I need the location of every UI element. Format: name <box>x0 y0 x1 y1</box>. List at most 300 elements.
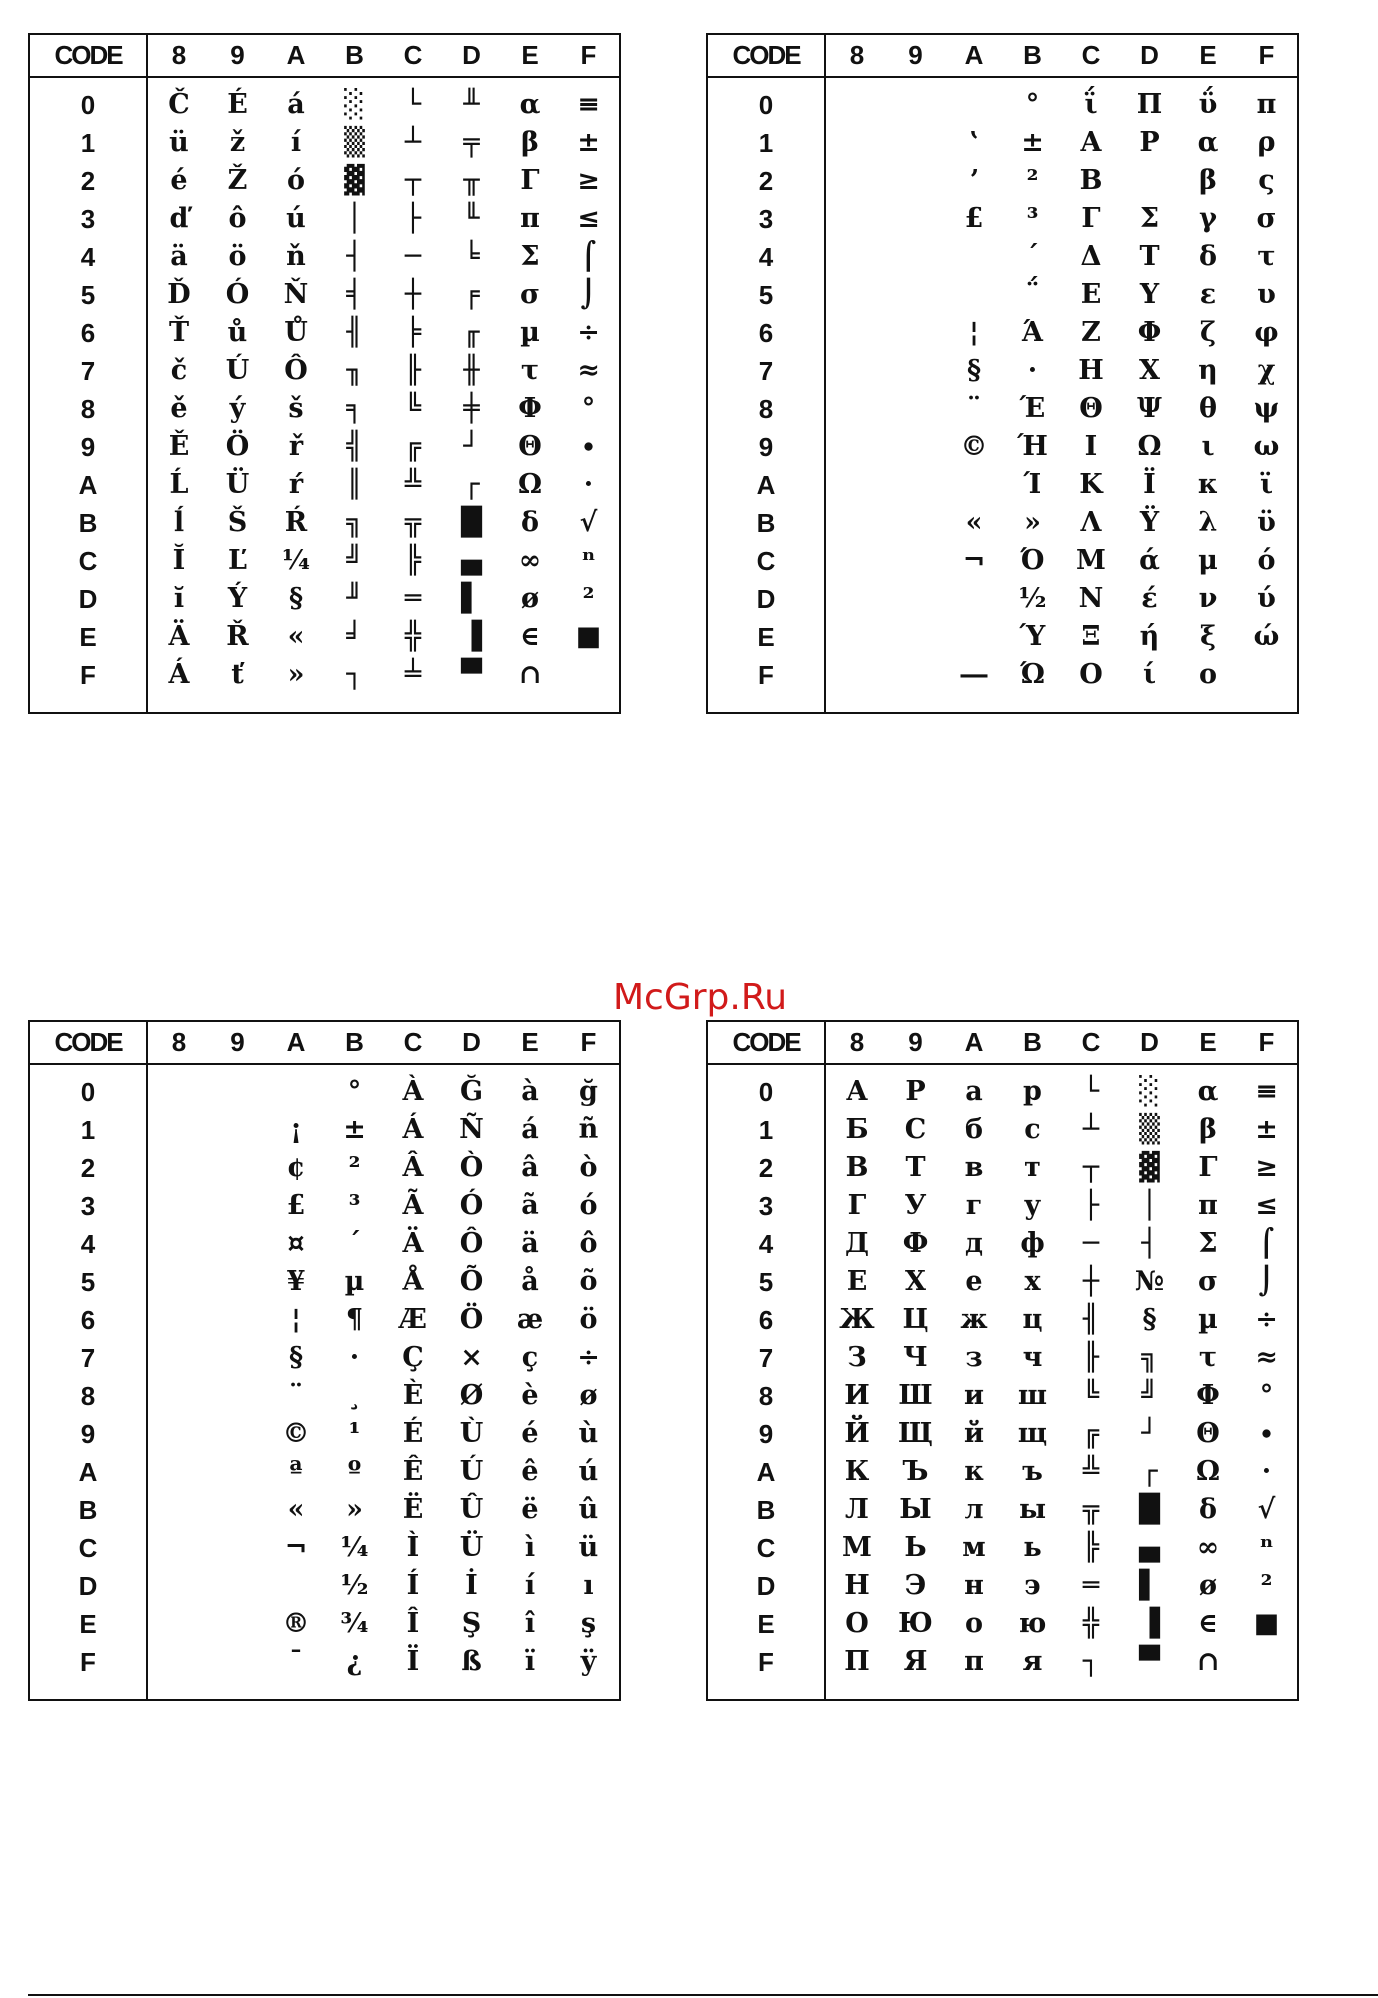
char-cell: ο <box>1198 659 1217 690</box>
table-row <box>708 1643 1297 1681</box>
char-cell: Д <box>844 1228 869 1259</box>
char-cell: § <box>966 355 982 386</box>
char-cell: ┬ <box>1082 1152 1100 1183</box>
char-cell: Á <box>402 1114 424 1145</box>
char-cell: Î <box>406 1608 420 1639</box>
table-row <box>708 86 1297 124</box>
char-cell: Ч <box>903 1342 928 1373</box>
column-header: B <box>1023 1027 1042 1057</box>
table-row <box>30 1149 619 1187</box>
char-cell: Η <box>1078 355 1104 386</box>
char-cell: β <box>521 127 539 158</box>
char-cell: ψ <box>1253 393 1280 424</box>
char-cell: ⌡ <box>580 279 597 310</box>
row-label: 6 <box>758 318 774 348</box>
char-cell: ΄ <box>1025 241 1040 272</box>
table-row <box>708 1605 1297 1643</box>
table-row <box>708 580 1297 618</box>
char-cell: Θ <box>518 431 542 462</box>
char-cell: ή <box>1139 621 1160 652</box>
char-cell: ¿ <box>346 1646 363 1677</box>
char-cell: Υ <box>1139 279 1160 310</box>
char-cell: ö <box>228 241 247 272</box>
char-cell: Ο <box>1079 659 1103 690</box>
char-cell: © <box>960 431 988 462</box>
char-cell: λ <box>1198 507 1218 538</box>
row-label: C <box>78 1533 98 1563</box>
char-cell: к <box>964 1456 984 1487</box>
char-cell: Ä <box>168 621 190 652</box>
char-cell: ⌡ <box>1258 1266 1275 1297</box>
table-row <box>708 504 1297 542</box>
char-cell: é <box>521 1418 539 1449</box>
char-cell: Å <box>402 1266 424 1297</box>
table-row <box>30 1491 619 1529</box>
char-cell <box>209 1453 267 1491</box>
char-cell: ď <box>169 203 189 234</box>
table-row <box>30 276 619 314</box>
char-cell: д <box>965 1228 983 1259</box>
char-cell: Λ <box>1080 507 1102 538</box>
char-cell: Щ <box>898 1418 933 1449</box>
table-row <box>30 1111 619 1149</box>
char-cell: ∞ <box>1196 1532 1220 1563</box>
char-cell: ž <box>229 127 246 158</box>
char-cell: ª <box>289 1456 303 1487</box>
char-cell: Ô <box>284 355 308 386</box>
char-cell: Б <box>845 1114 869 1145</box>
char-cell: ë <box>521 1494 539 1525</box>
row-label: F <box>758 660 774 690</box>
table-body <box>708 78 1297 712</box>
char-cell <box>150 1415 208 1453</box>
table-row <box>30 1225 619 1263</box>
char-cell: ï <box>524 1646 536 1677</box>
char-cell: ° <box>581 393 596 424</box>
table-row <box>708 352 1297 390</box>
char-cell: Χ <box>1139 355 1160 386</box>
char-cell: │ <box>346 203 363 234</box>
row-label: 3 <box>80 1191 96 1221</box>
char-cell: ù <box>578 1418 599 1449</box>
char-cell: ä <box>170 241 188 272</box>
char-cell <box>150 1491 208 1529</box>
char-cell: ° <box>1259 1380 1274 1411</box>
char-cell: Ğ <box>459 1076 484 1107</box>
char-cell: Α <box>1080 127 1102 158</box>
char-cell <box>209 1491 267 1529</box>
char-cell: Ъ <box>902 1456 929 1487</box>
row-label: D <box>78 584 98 614</box>
char-cell: Õ <box>459 1266 484 1297</box>
char-cell <box>828 542 886 580</box>
char-cell: ╘ <box>463 241 480 272</box>
table-row <box>30 390 619 428</box>
column-header: D <box>462 40 481 70</box>
char-cell: ť <box>231 659 244 690</box>
char-cell: í <box>524 1570 536 1601</box>
char-cell: ╝ <box>346 545 363 576</box>
char-cell: » <box>1024 507 1041 538</box>
char-cell: Í <box>406 1570 420 1601</box>
char-cell: ς <box>1258 165 1275 196</box>
char-cell: ± <box>577 127 600 158</box>
char-cell: ∈ <box>520 621 540 652</box>
column-header: A <box>286 40 306 70</box>
table-row <box>708 200 1297 238</box>
row-label: 8 <box>758 1381 774 1411</box>
char-cell: ² <box>348 1152 361 1183</box>
char-cell <box>887 238 945 276</box>
char-cell <box>150 1453 208 1491</box>
char-cell <box>887 504 945 542</box>
char-cell: ΅ <box>1025 279 1040 310</box>
char-cell: ⁿ <box>1259 1532 1274 1563</box>
char-cell: š <box>288 393 304 424</box>
char-cell: ∩ <box>518 659 542 690</box>
char-cell: Ш <box>898 1380 933 1411</box>
char-cell <box>887 618 945 656</box>
char-cell: ø <box>579 1380 598 1411</box>
column-header: F <box>580 1027 597 1057</box>
table-row <box>708 656 1297 694</box>
char-cell <box>828 504 886 542</box>
row-label: 2 <box>758 1153 774 1183</box>
char-cell: â <box>521 1152 539 1183</box>
char-cell: κ <box>1197 469 1219 500</box>
column-header: B <box>345 40 364 70</box>
code-header: CODE <box>732 1027 800 1057</box>
char-cell: İ <box>465 1570 478 1601</box>
char-cell: Ή <box>1017 431 1048 462</box>
table-row <box>30 656 619 694</box>
char-cell: ø <box>1198 1570 1217 1601</box>
row-label: 3 <box>758 204 774 234</box>
char-cell <box>828 86 886 124</box>
char-cell: ╟ <box>1082 1342 1100 1373</box>
char-cell <box>150 1263 208 1301</box>
row-label: 7 <box>80 356 96 386</box>
char-cell: · <box>349 1342 360 1373</box>
char-cell: Ö <box>459 1304 484 1335</box>
header-row <box>708 1022 1297 1065</box>
char-cell: ╕ <box>346 393 363 424</box>
char-cell: Ύ <box>1019 621 1046 652</box>
char-cell: Ы <box>899 1494 932 1525</box>
row-label: 4 <box>80 1229 96 1259</box>
char-cell: ╗ <box>1141 1342 1158 1373</box>
row-label: 7 <box>758 1343 774 1373</box>
char-cell: Ž <box>227 165 248 196</box>
char-cell: Κ <box>1079 469 1103 500</box>
char-cell: Ť <box>168 317 190 348</box>
char-cell: Ώ <box>1020 659 1045 690</box>
char-cell: π <box>1198 1190 1218 1221</box>
char-cell: Ĭ <box>172 545 186 576</box>
char-cell: ğ <box>579 1076 598 1107</box>
table-row <box>30 314 619 352</box>
char-cell <box>828 656 886 694</box>
table-row <box>708 1415 1297 1453</box>
char-cell: ô <box>228 203 247 234</box>
char-cell: Ě <box>168 431 190 462</box>
row-label: B <box>78 1495 98 1525</box>
char-cell: ¹ <box>348 1418 361 1449</box>
char-cell: ≡ <box>577 89 600 120</box>
row-label: E <box>757 1609 775 1639</box>
code-table-2 <box>706 33 1299 714</box>
char-cell: õ <box>579 1266 598 1297</box>
char-cell: ю <box>1018 1608 1047 1639</box>
char-cell: ╗ <box>346 507 363 538</box>
row-label: A <box>78 470 98 500</box>
char-cell: ╬ <box>1082 1608 1100 1639</box>
char-cell <box>209 1567 267 1605</box>
char-cell: ê <box>521 1456 539 1487</box>
char-cell <box>209 1415 267 1453</box>
row-label: 3 <box>80 204 96 234</box>
char-cell: Φ <box>1137 317 1162 348</box>
char-cell: щ <box>1017 1418 1048 1449</box>
char-cell: ╠ <box>404 545 422 576</box>
row-label: 3 <box>758 1191 774 1221</box>
char-cell: ³ <box>1026 203 1039 234</box>
char-cell: Ω <box>517 469 543 500</box>
table-row <box>30 1415 619 1453</box>
table-row <box>708 1453 1297 1491</box>
row-label: 9 <box>758 1419 774 1449</box>
table-row <box>708 314 1297 352</box>
char-cell: ╛ <box>346 621 363 652</box>
char-cell: ζ <box>1200 317 1216 348</box>
char-cell: γ <box>1199 203 1217 234</box>
char-cell <box>887 200 945 238</box>
char-cell: · <box>1027 355 1038 386</box>
char-cell: √ <box>579 507 598 538</box>
char-cell <box>150 1073 208 1111</box>
column-header: C <box>1081 1027 1101 1057</box>
column-header: D <box>1140 1027 1159 1057</box>
table-row <box>708 390 1297 428</box>
row-label: B <box>756 1495 776 1525</box>
char-cell: ┘ <box>463 431 480 462</box>
char-cell <box>828 352 886 390</box>
header-row <box>30 1022 619 1065</box>
char-cell: Ù <box>459 1418 484 1449</box>
char-cell: ▌ <box>461 583 482 614</box>
char-cell: ╙ <box>463 203 480 234</box>
char-cell <box>945 238 1003 276</box>
char-cell: Ú <box>459 1456 484 1487</box>
table-row <box>30 238 619 276</box>
row-label: 2 <box>758 166 774 196</box>
table-row <box>30 428 619 466</box>
char-cell <box>150 1149 208 1187</box>
char-cell: ν <box>1198 583 1218 614</box>
char-cell: ╦ <box>404 507 422 538</box>
char-cell: Г <box>847 1190 867 1221</box>
table-row <box>708 1339 1297 1377</box>
char-cell: █ <box>1139 1494 1160 1525</box>
char-cell: ╠ <box>1082 1532 1100 1563</box>
char-cell <box>209 1225 267 1263</box>
char-cell: È <box>402 1380 424 1411</box>
char-cell: ┌ <box>463 469 480 500</box>
column-header: C <box>403 1027 423 1057</box>
row-label: 5 <box>758 280 774 310</box>
char-cell: ╪ <box>463 393 480 424</box>
row-label: E <box>757 622 775 652</box>
char-cell: Й <box>844 1418 870 1449</box>
table-body <box>30 78 619 712</box>
table-row <box>30 352 619 390</box>
table-row <box>708 1491 1297 1529</box>
char-cell: é <box>170 165 188 196</box>
column-header: B <box>345 1027 364 1057</box>
column-header: C <box>403 40 423 70</box>
char-cell: Т <box>905 1152 926 1183</box>
char-cell: ά <box>1139 545 1160 576</box>
char-cell: ¬ <box>962 545 986 576</box>
column-header: 9 <box>230 1027 245 1057</box>
char-cell: ʼ <box>969 165 979 196</box>
char-cell <box>209 1149 267 1187</box>
char-cell <box>150 1377 208 1415</box>
row-label: A <box>756 1457 776 1487</box>
char-cell: ╝ <box>1141 1380 1158 1411</box>
table-row <box>708 1073 1297 1111</box>
char-cell: П <box>844 1646 870 1677</box>
char-cell <box>560 656 618 694</box>
char-cell: ■ <box>1253 1608 1280 1639</box>
char-cell: º <box>347 1456 362 1487</box>
char-cell <box>887 656 945 694</box>
char-cell: δ <box>1198 241 1217 272</box>
char-cell: ь <box>1023 1532 1042 1563</box>
char-cell: └ <box>1082 1076 1100 1107</box>
char-cell: Ζ <box>1081 317 1101 348</box>
table-row <box>708 1529 1297 1567</box>
char-cell: п <box>964 1646 984 1677</box>
char-cell: Ü <box>459 1532 484 1563</box>
char-cell: Ý <box>227 583 248 614</box>
char-cell: µ <box>520 317 540 348</box>
char-cell: θ <box>1198 393 1217 424</box>
char-cell: × <box>460 1342 483 1373</box>
char-cell: η <box>1198 355 1218 386</box>
char-cell: · <box>1261 1456 1272 1487</box>
column-header: 8 <box>171 1027 187 1057</box>
char-cell: р <box>1023 1076 1042 1107</box>
row-label: A <box>78 1457 98 1487</box>
row-label: 5 <box>758 1267 774 1297</box>
table-row <box>30 466 619 504</box>
char-cell <box>887 390 945 428</box>
row-label: 8 <box>758 394 774 424</box>
char-cell: Έ <box>1019 393 1046 424</box>
char-cell: Ω <box>1137 431 1162 462</box>
char-cell <box>209 1339 267 1377</box>
char-cell: à <box>521 1076 539 1107</box>
column-header: 9 <box>908 40 923 70</box>
char-cell: ≤ <box>577 203 600 234</box>
row-label: 6 <box>80 318 96 348</box>
char-cell: ú <box>578 1456 599 1487</box>
char-cell: ╢ <box>346 317 363 348</box>
char-cell: ρ <box>1257 127 1276 158</box>
char-cell: ∙ <box>581 431 596 462</box>
row-label: 7 <box>80 1343 96 1373</box>
char-cell: Ö <box>225 431 250 462</box>
char-cell: Е <box>846 1266 868 1297</box>
table-row <box>708 1111 1297 1149</box>
char-cell: ▐ <box>1139 1608 1160 1639</box>
table-row <box>708 618 1297 656</box>
table-row <box>30 1605 619 1643</box>
char-cell <box>887 124 945 162</box>
char-cell: ╫ <box>463 355 480 386</box>
char-cell: Ю <box>898 1608 933 1639</box>
char-cell <box>887 162 945 200</box>
row-label: 9 <box>80 1419 96 1449</box>
char-cell: ä <box>521 1228 539 1259</box>
char-cell: Θ <box>1196 1418 1220 1449</box>
char-cell <box>887 86 945 124</box>
table-row <box>30 1453 619 1491</box>
char-cell <box>887 466 945 504</box>
char-cell: ĭ <box>173 583 185 614</box>
char-cell: ¤ <box>287 1228 305 1259</box>
char-cell: Σ <box>1139 203 1160 234</box>
char-cell: ▌ <box>1139 1570 1160 1601</box>
char-cell: Ï <box>406 1646 420 1677</box>
char-cell: µ <box>1198 1304 1218 1335</box>
char-cell: ŕ <box>288 469 304 500</box>
char-cell: Ϊ <box>1143 469 1156 500</box>
char-cell: Ç <box>402 1342 424 1373</box>
char-cell <box>828 314 886 352</box>
char-cell: α <box>519 89 541 120</box>
char-cell: Ř <box>226 621 249 652</box>
char-cell: ¥ <box>286 1266 306 1297</box>
char-cell: £ <box>964 203 984 234</box>
char-cell: ò <box>579 1152 598 1183</box>
char-cell: Ц <box>902 1304 929 1335</box>
char-cell: ▄ <box>1139 1532 1160 1563</box>
char-cell: μ <box>1198 545 1218 576</box>
char-cell: ü <box>578 1532 599 1563</box>
char-cell: Â <box>402 1152 424 1183</box>
char-cell: Ξ <box>1081 621 1101 652</box>
char-cell: Э <box>904 1570 927 1601</box>
char-cell: ° <box>347 1076 362 1107</box>
char-cell: ì <box>524 1532 536 1563</box>
row-label: E <box>79 1609 97 1639</box>
column-header: 9 <box>230 40 245 70</box>
char-cell <box>209 1643 267 1681</box>
char-cell: ² <box>582 583 595 614</box>
char-cell: ▀ <box>461 659 482 690</box>
char-cell: ϊ <box>1259 469 1274 500</box>
char-cell: Х <box>905 1266 926 1297</box>
char-cell: ╞ <box>404 317 422 348</box>
char-cell: ч <box>1022 1342 1043 1373</box>
char-cell: ñ <box>578 1114 599 1145</box>
char-cell <box>828 618 886 656</box>
char-cell: ¶ <box>345 1304 364 1335</box>
char-cell <box>150 1187 208 1225</box>
row-label: 6 <box>758 1305 774 1335</box>
